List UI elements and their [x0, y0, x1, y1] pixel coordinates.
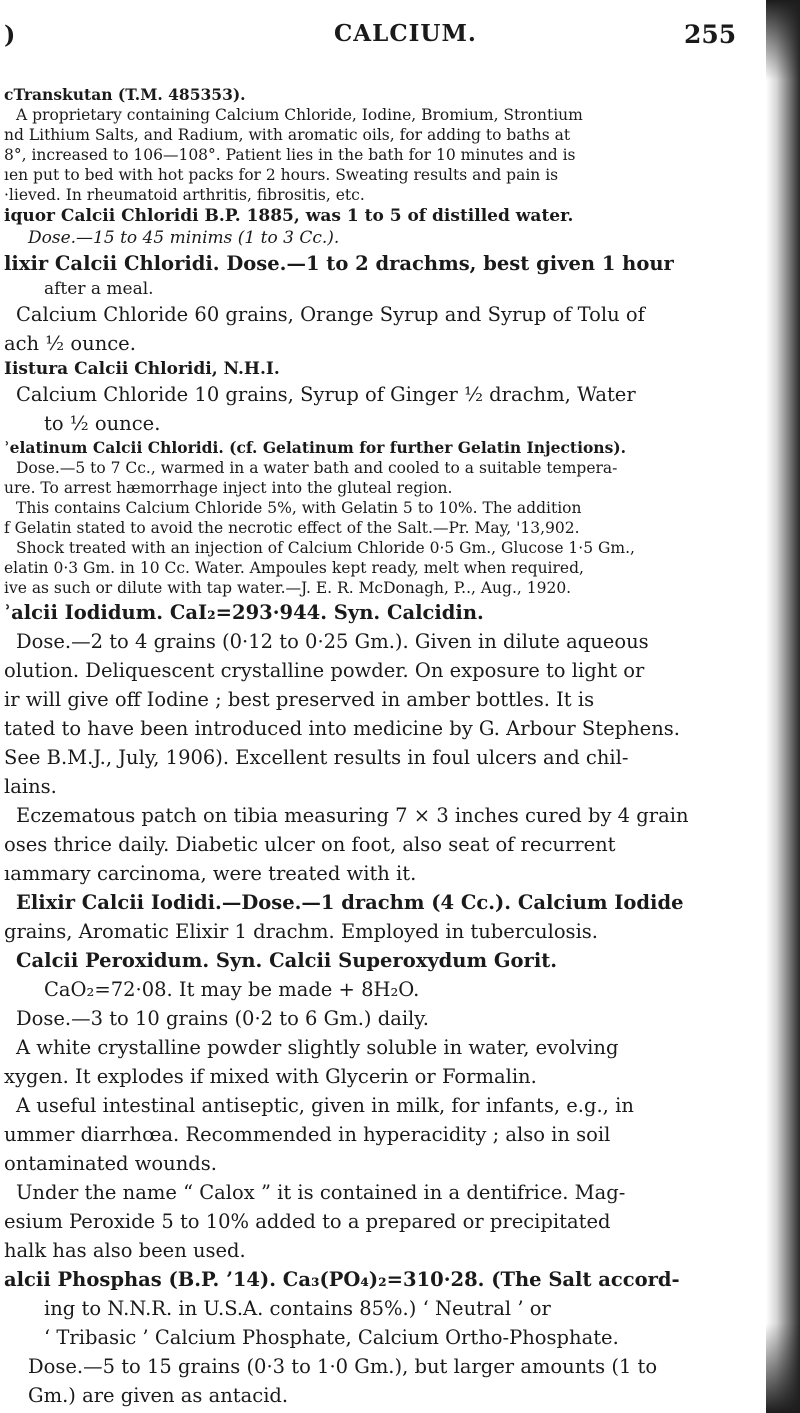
body-text-line: lains.	[4, 775, 57, 798]
body-text-line: Dose.—3 to 10 grains (0·2 to 6 Gm.) daily.	[16, 1007, 429, 1030]
body-text-line: Dose.—15 to 45 minims (1 to 3 Cc.).	[28, 228, 340, 248]
body-text-line: CaO₂=72·08. It may be made + 8H₂O.	[44, 978, 420, 1001]
body-text-line: nd Lithium Salts, and Radium, with aromatic oils, for adding to baths at	[4, 126, 571, 144]
page-title: CALCIUM.	[334, 20, 477, 47]
body-text-line: Eczematous patch on tibia measuring 7 × 3 inches cured by 4 grain	[16, 804, 689, 827]
body-text-line: ummer diarrhœa. Recommended in hyperacidity ; also in soil	[4, 1123, 611, 1146]
body-text-line: ach ½ ounce.	[4, 332, 136, 355]
body-text-line: Dose.—5 to 7 Cc., warmed in a water bath and cooled to a suitable tempera-	[16, 459, 618, 477]
entry-heading-line: Calcii Peroxidum. Syn. Calcii Superoxydum Gorit.	[16, 949, 558, 972]
body-text-line: xygen. It explodes if mixed with Glycerin or Formalin.	[4, 1065, 537, 1088]
body-text-line: Under the name “ Calox ” it is contained in a dentifrice. Mag-	[16, 1181, 626, 1204]
body-text-line: oses thrice daily. Diabetic ulcer on foot, also seat of recurrent	[4, 833, 616, 856]
body-text-line: ive as such or dilute with tap water.—J. E. R. McDonagh, P.., Aug., 1920.	[4, 579, 572, 597]
body-text-line: grains, Aromatic Elixir 1 drachm. Employed in tuberculosis.	[4, 920, 599, 943]
page-edge-shadow	[766, 0, 800, 1413]
body-text-line: ing to N.N.R. in U.S.A. contains 85%.) ‘ Neutral ’ or	[44, 1297, 551, 1320]
body-text-line: Shock treated with an injection of Calcium Chloride 0·5 Gm., Glucose 1·5 Gm.,	[16, 539, 635, 557]
body-text-line: after a meal.	[44, 279, 154, 299]
body-text-line: Gm.) are given as antacid.	[28, 1384, 289, 1407]
body-text-line: Dose.—2 to 4 grains (0·12 to 0·25 Gm.). Given in dilute aqueous	[16, 630, 649, 653]
body-text-line: Calcium Chloride 60 grains, Orange Syrup and Syrup of Tolu of	[16, 303, 645, 326]
body-text-line: A proprietary containing Calcium Chloride, Iodine, Bromium, Strontium	[16, 106, 583, 124]
entry-heading-line: Iistura Calcii Chloridi, N.H.I.	[4, 359, 280, 379]
body-text-line: A useful intestinal antiseptic, given in milk, for infants, e.g., in	[16, 1094, 634, 1117]
entry-heading-line: cTranskutan (T.M. 485353).	[4, 85, 246, 104]
body-text-line: See B.M.J., July, 1906). Excellent results in foul ulcers and chil-	[4, 746, 629, 769]
edge-shadow-bottom	[766, 1323, 800, 1413]
edge-shadow-top	[766, 0, 800, 80]
entry-heading-line: ʾalcii Iodidum. CaI₂=293·944. Syn. Calcidin.	[4, 601, 484, 624]
body-text-line: This contains Calcium Chloride 5%, with Gelatin 5 to 10%. The addition	[16, 499, 582, 517]
body-text-line: ıammary carcinoma, were treated with it.	[4, 862, 417, 885]
entry-heading-line: lixir Calcii Chloridi. Dose.—1 to 2 drachms, best given 1 hour	[4, 252, 674, 275]
body-text-line: f Gelatin stated to avoid the necrotic effect of the Salt.—Pr. May, '13,902.	[4, 519, 580, 537]
body-text-line: to ½ ounce.	[44, 412, 161, 435]
body-text-line: esium Peroxide 5 to 10% added to a prepared or precipitated	[4, 1210, 611, 1233]
body-text-line: ontaminated wounds.	[4, 1152, 217, 1175]
running-header	[0, 20, 740, 60]
body-text-line: ir will give off Iodine ; best preserved in amber bottles. It is	[4, 688, 595, 711]
body-text-line: 8°, increased to 106—108°. Patient lies in the bath for 10 minutes and is	[4, 146, 576, 164]
entry-heading-line: ʾelatinum Calcii Chloridi. (cf. Gelatinum for further Gelatin Injections).	[4, 438, 627, 457]
body-text-line: Dose.—5 to 15 grains (0·3 to 1·0 Gm.), but larger amounts (1 to	[28, 1355, 658, 1378]
body-text-line: ·lieved. In rheumatoid arthritis, fibrositis, etc.	[4, 186, 365, 204]
header-mark: )	[4, 20, 16, 49]
body-text-line: tated to have been introduced into medicine by G. Arbour Stephens.	[4, 717, 680, 740]
body-text-line: ‘ Tribasic ’ Calcium Phosphate, Calcium Ortho-Phosphate.	[44, 1326, 619, 1349]
body-text-line: A white crystalline powder slightly soluble in water, evolving	[16, 1036, 619, 1059]
body-text-line: elatin 0·3 Gm. in 10 Cc. Water. Ampoules kept ready, melt when required,	[4, 559, 584, 577]
body-text-line: olution. Deliquescent crystalline powder. On exposure to light or	[4, 659, 645, 682]
entry-heading-line: Elixir Calcii Iodidi.—Dose.—1 drachm (4 Cc.). Calcium Iodide	[16, 891, 684, 914]
body-text-line: Calcium Chloride 10 grains, Syrup of Ginger ½ drachm, Water	[16, 383, 636, 406]
body-text-line: ure. To arrest hæmorrhage inject into the gluteal region.	[4, 479, 453, 497]
entry-heading-line: iquor Calcii Chloridi B.P. 1885, was 1 to 5 of distilled water.	[4, 206, 574, 226]
page-body	[4, 85, 764, 1410]
body-text-line: ıen put to bed with hot packs for 2 hours. Sweating results and pain is	[4, 166, 559, 184]
page-number: 255	[684, 20, 737, 49]
entry-heading-line: alcii Phosphas (B.P. ’14). Ca₃(PO₄)₂=310·28. (The Salt accord-	[4, 1268, 680, 1291]
body-text-line: halk has also been used.	[4, 1239, 246, 1262]
